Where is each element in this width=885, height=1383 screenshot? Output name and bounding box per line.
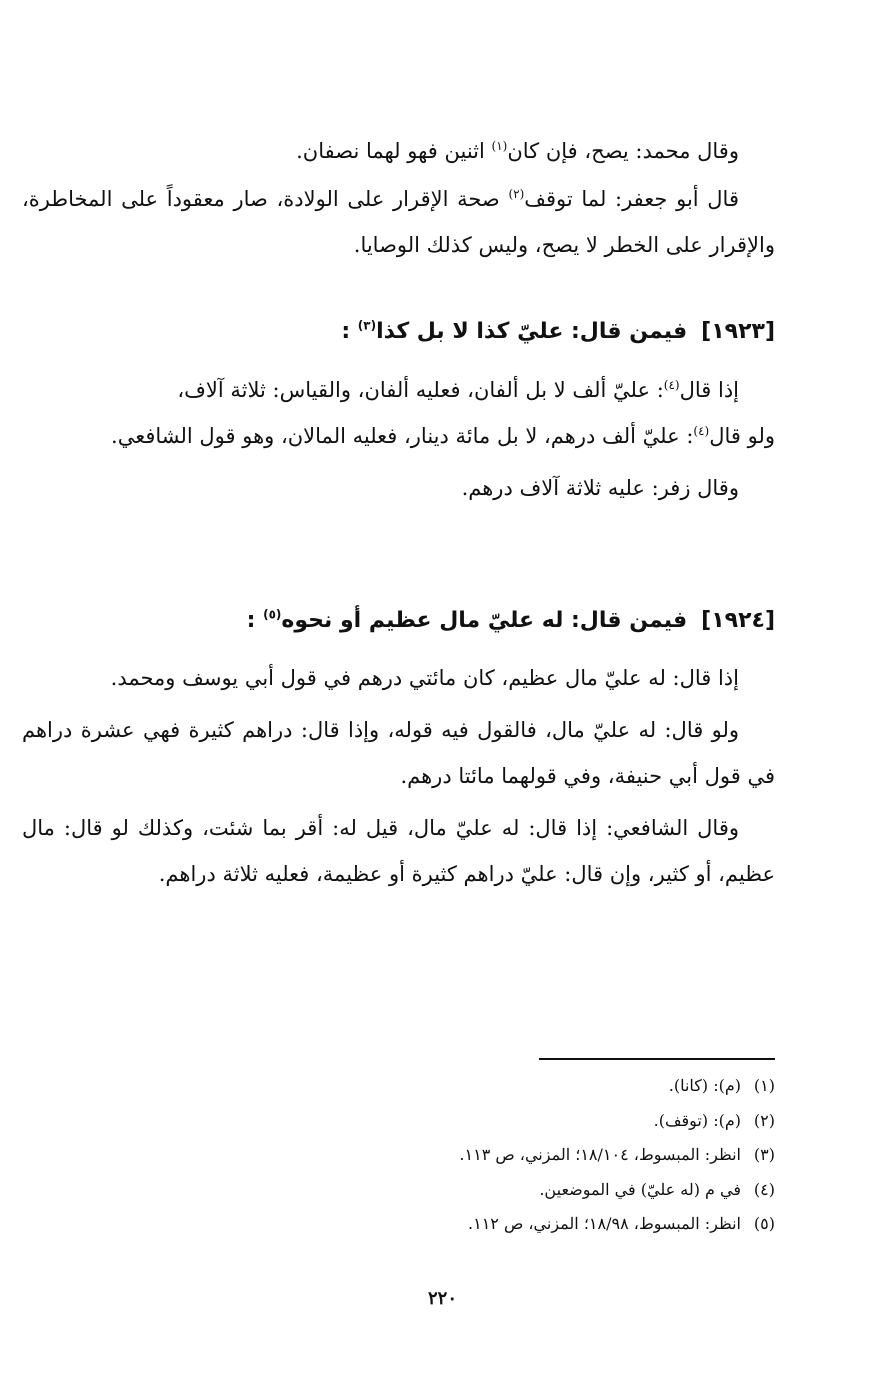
section-heading-1923 xyxy=(110,312,775,352)
footnote-ref-3[interactable]: (٣) xyxy=(357,318,377,333)
section-number: [١٩٢٤] xyxy=(701,608,775,633)
footnote-text: (م): (توقف). xyxy=(653,1110,741,1130)
section-title: فيمن قال: له عليّ مال عظيم أو نحوه xyxy=(281,608,688,633)
footnote-ref-4a[interactable]: (٤) xyxy=(663,378,680,392)
paragraph-1923-3 xyxy=(22,465,775,511)
heading-colon: : xyxy=(341,319,358,344)
footnote-ref-1[interactable]: (١) xyxy=(491,139,508,153)
footnote-text: انظر: المبسوط، ١٨/١٠٤؛ المزني، ص ١١٣. xyxy=(459,1145,741,1164)
paragraph-muhammad xyxy=(110,128,775,174)
footnote-2 xyxy=(110,1104,775,1139)
paragraph-text-after: : عليّ ألف درهم، لا بل مائة دينار، فعليه المالان، وهو قول الشافعي. xyxy=(111,424,694,448)
paragraph-1924-2 xyxy=(22,707,775,799)
footnote-ref-4b[interactable]: (٤) xyxy=(693,424,710,438)
paragraph-text: إذا قال xyxy=(679,378,739,402)
paragraph-1923-2 xyxy=(22,413,775,459)
section-heading-1924 xyxy=(110,601,775,641)
footnote-ref-2[interactable]: (٢) xyxy=(508,187,525,201)
paragraph-text: وقال زفر: عليه ثلاثة آلاف درهم. xyxy=(461,476,739,500)
footnote-number: (٣) xyxy=(753,1145,775,1164)
footnote-text: انظر: المبسوط، ١٨/٩٨؛ المزني، ص ١١٢. xyxy=(468,1214,741,1233)
heading-colon: : xyxy=(246,608,264,633)
footnote-ref-5[interactable]: (٥) xyxy=(263,607,282,622)
section-1924-body xyxy=(22,655,775,897)
paragraph-text: إذا قال: له عليّ مال عظيم، كان مائتي درهم في قول أبي يوسف ومحمد. xyxy=(110,666,739,690)
top-text-block xyxy=(22,128,775,268)
paragraph-1923-1 xyxy=(22,367,775,413)
footnote-text: في م (له عليّ) في الموضعين. xyxy=(539,1179,741,1199)
paragraph-text: ولو قال xyxy=(709,424,775,448)
footnote-text: (م): (كانا). xyxy=(668,1076,741,1095)
footnote-4 xyxy=(110,1173,775,1208)
paragraph-text-after: اثنين فهو لهما نصفان. xyxy=(296,139,492,163)
footnote-3 xyxy=(110,1138,775,1173)
page-number: ٢٢٠ xyxy=(427,1288,457,1309)
footnote-1 xyxy=(110,1069,775,1104)
footnotes-list xyxy=(110,1069,775,1242)
section-1923-body xyxy=(22,367,775,511)
paragraph-1924-1 xyxy=(22,655,775,701)
paragraph-text: وقال محمد: يصح، فإن كان xyxy=(507,139,739,163)
paragraph-text: قال أبو جعفر: لما توقف xyxy=(524,187,739,211)
footnote-number: (٤) xyxy=(753,1179,775,1199)
paragraph-text-after: : عليّ ألف لا بل ألفان، فعليه ألفان، والقياس: ثلاثة آلاف، xyxy=(177,378,664,402)
paragraph-text: ولو قال: له عليّ مال، فالقول فيه قوله، وإذا قال: دراهم كثيرة فهي عشرة دراهم في قول أبي حنيفة، وفي قولهما مائتا درهم. xyxy=(22,718,775,788)
paragraph-abu-jafar xyxy=(22,176,775,268)
section-number: [١٩٢٣] xyxy=(701,319,775,344)
footnote-separator xyxy=(539,1058,775,1060)
footnote-number: (٢) xyxy=(753,1110,775,1130)
footnote-number: (٥) xyxy=(753,1214,775,1233)
footnote-number: (١) xyxy=(753,1076,775,1095)
paragraph-text-after: صحة الإقرار على الولادة، صار معقوداً على المخاطرة، والإقرار على الخطر لا يصح، وليس كذلك الوصايا. xyxy=(22,187,775,257)
footnote-5 xyxy=(110,1207,775,1242)
paragraph-1924-3 xyxy=(22,805,775,897)
paragraph-text: وقال الشافعي: إذا قال: له عليّ مال، قيل له: أقر بما شئت، وكذلك لو قال: مال عظيم، أو كثير، وإن قال: عليّ دراهم كثيرة أو عظيمة، فعليه ثلاثة دراهم. xyxy=(22,816,775,886)
section-title: فيمن قال: عليّ كذا لا بل كذا xyxy=(376,319,688,344)
